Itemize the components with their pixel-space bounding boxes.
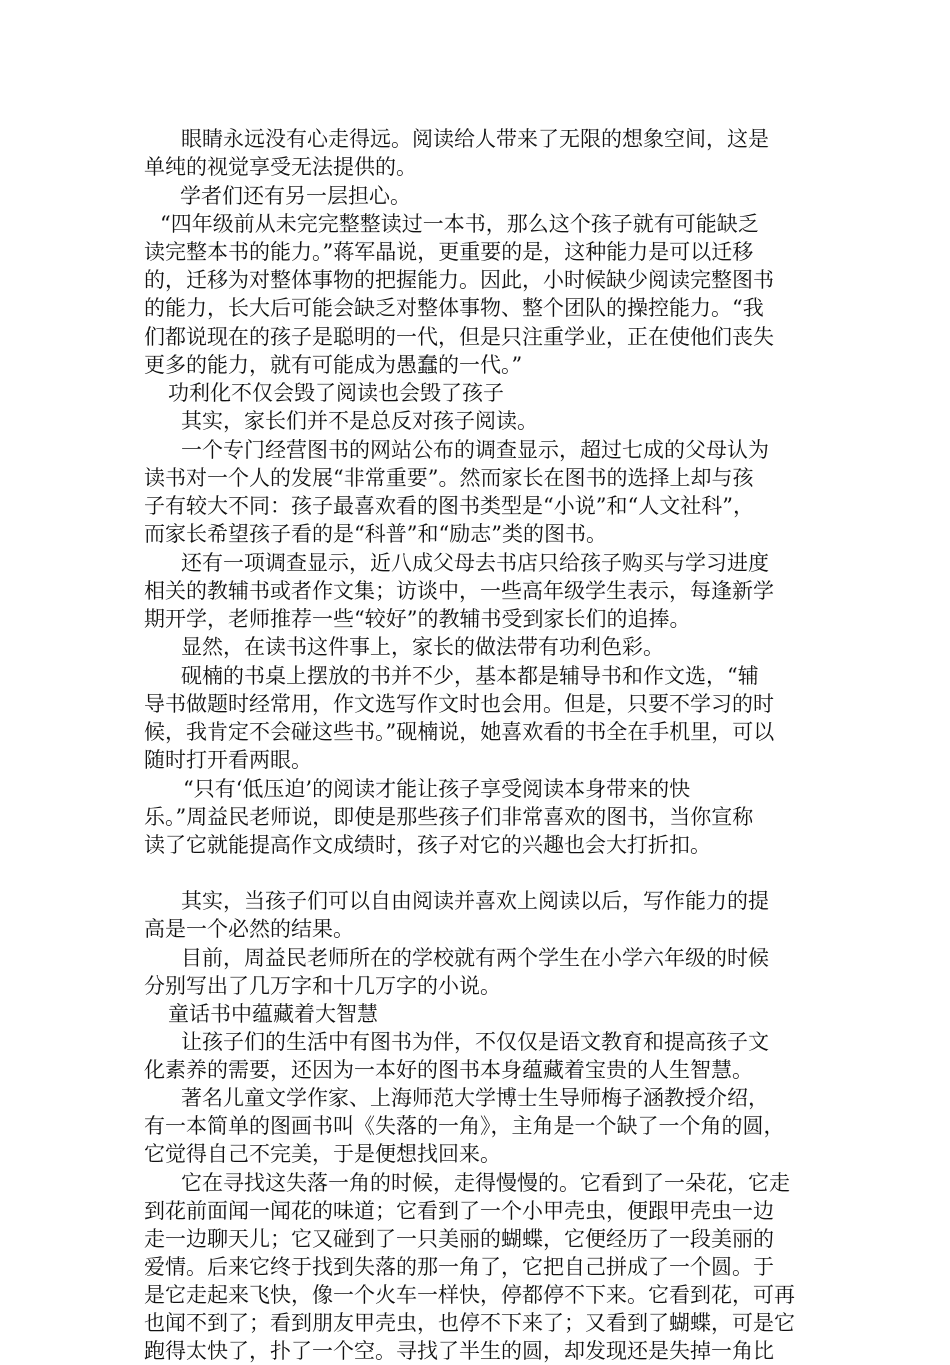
text-line: 化素养的需要，还因为一本好的图书本身蕴藏着宝贵的人生智慧。 (144, 1058, 753, 1082)
text-line: 的能力，长大后可能会缺乏对整体事物、整个团队的操控能力。“我 (144, 296, 764, 320)
text-line: 一个专门经营图书的网站公布的调查显示，超过七成的父母认为 (181, 438, 769, 462)
text-line: 读完整本书的能力。”蒋军晶说，更重要的是，这种能力是可以迁移 (144, 240, 754, 264)
text-line: 的，迁移为对整体事物的把握能力。因此，小时候缺少阅读完整图书 (144, 268, 774, 292)
text-line: 它在寻找这失落一角的时候，走得慢慢的。它看到了一朵花，它走 (181, 1171, 790, 1195)
text-line: 也闻不到了；看到朋友甲壳虫，也停不下来了；又看到了蝴蝶，可是它 (144, 1311, 795, 1335)
text-line: 爱情。后来它终于找到失落的那一角了，它把自己拼成了一个圆。于 (144, 1255, 774, 1279)
text-line: 目前，周益民老师所在的学校就有两个学生在小学六年级的时候 (181, 946, 769, 970)
text-line: 而家长希望孩子看的是“科普”和“励志”类的图书。 (144, 522, 607, 546)
text-line: “四年级前从未完完整整读过一本书，那么这个孩子就有可能缺乏 (160, 212, 759, 236)
text-line: 砚楠的书桌上摆放的书并不少，基本都是辅导书和作文选，“辅 (181, 664, 759, 688)
text-line: 读书对一个人的发展“非常重要”。然而家长在图书的选择上却与孩 (144, 466, 754, 490)
text-line: 它觉得自己不完美，于是便想找回来。 (144, 1142, 501, 1166)
text-line: 们都说现在的孩子是聪明的一代，但是只注重学业，正在使他们丧失 (144, 325, 774, 349)
text-line: 更多的能力，就有可能成为愚蠢的一代。” (144, 353, 523, 377)
text-line: 眼睛永远没有心走得远。阅读给人带来了无限的想象空间，这是 (181, 127, 769, 151)
section-heading: 功利化不仅会毁了阅读也会毁了孩子 (168, 381, 504, 405)
text-line: 随时打开看两眼。 (144, 748, 312, 772)
text-line: 显然，在读书这件事上，家长的做法带有功利色彩。 (181, 635, 664, 659)
text-line: 是它走起来飞快，像一个火车一样快，停都停不下来。它看到花，可再 (144, 1283, 795, 1307)
text-line: 跑得太快了，扑了一个空。寻找了半生的圆，却发现还是失掉一角比 (144, 1339, 774, 1363)
text-line: 读了它就能提高作文成绩时，孩子对它的兴趣也会大打折扣。 (144, 833, 711, 857)
text-line: 其实，家长们并不是总反对孩子阅读。 (181, 409, 538, 433)
text-line: 有一本简单的图画书叫《失落的一角》，主角是一个缺了一个角的圆， (144, 1114, 785, 1138)
text-line: 子有较大不同：孩子最喜欢看的图书类型是“小说”和“人文社科”， (144, 494, 754, 518)
text-line: 分别写出了几万字和十几万字的小说。 (144, 974, 501, 998)
text-line: 学者们还有另一层担心。 (180, 184, 411, 208)
text-line: 乐。”周益民老师说，即使是那些孩子们非常喜欢的图书，当你宣称 (144, 805, 754, 829)
text-line: 著名儿童文学作家、上海师范大学博士生导师梅子涵教授介绍， (181, 1086, 769, 1110)
text-line: 导书做题时经常用，作文选写作文时也会用。但是，只要不学习的时 (144, 692, 774, 716)
text-line: “只有‘低压迫’的阅读才能让孩子享受阅读本身带来的快 (183, 777, 691, 801)
text-line: 走一边聊天儿；它又碰到了一只美丽的蝴蝶，它便经历了一段美丽的 (144, 1227, 774, 1251)
text-line: 期开学，老师推荐一些“较好”的教辅书受到家长们的追捧。 (144, 607, 691, 631)
text-line: 候，我肯定不会碰这些书。”砚楠说，她喜欢看的书全在手机里，可以 (144, 720, 775, 744)
text-line: 还有一项调查显示，近八成父母去书店只给孩子购买与学习进度 (181, 551, 769, 575)
text-line: 高是一个必然的结果。 (144, 917, 354, 941)
text-line: 相关的教辅书或者作文集；访谈中，一些高年级学生表示，每逢新学 (144, 579, 774, 603)
section-heading: 童话书中蕴藏着大智慧 (168, 1002, 378, 1026)
text-line: 到花前面闻一闻花的味道；它看到了一个小甲壳虫，便跟甲壳虫一边 (144, 1199, 774, 1223)
text-line: 其实，当孩子们可以自由阅读并喜欢上阅读以后，写作能力的提 (181, 889, 769, 913)
text-line: 单纯的视觉享受无法提供的。 (144, 155, 417, 179)
text-line: 让孩子们的生活中有图书为伴，不仅仅是语文教育和提高孩子文 (181, 1030, 769, 1054)
